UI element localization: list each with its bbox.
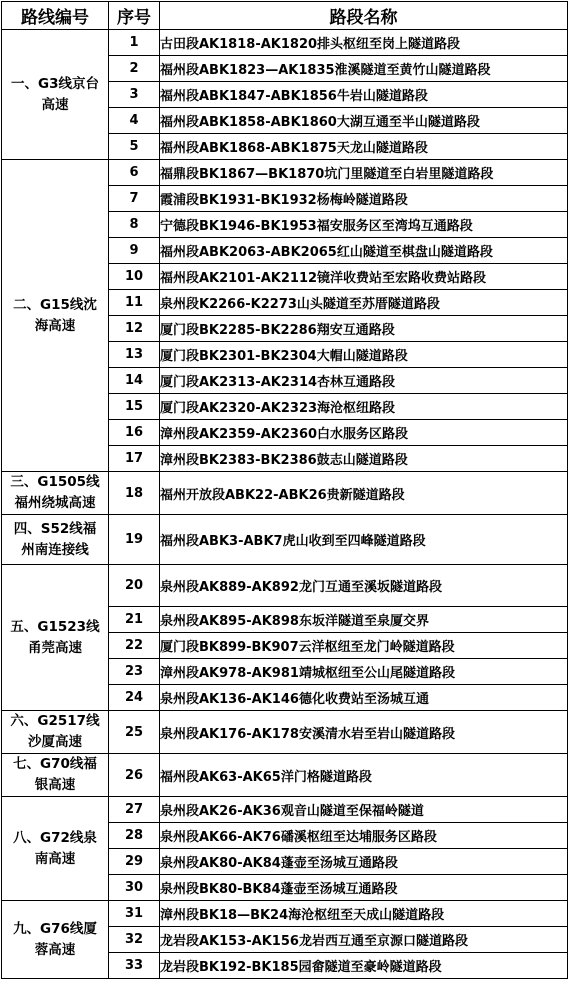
section-name-cell: 霞浦段BK1931-BK1932杨梅岭隧道路段 [160, 186, 568, 212]
route-number-line: 甬莞高速 [28, 639, 82, 656]
route-number-line: 七、G70线福 [13, 756, 97, 772]
route-number-line: 蓉高速 [34, 941, 76, 958]
sequence-cell: 25 [109, 711, 160, 754]
sequence-cell: 8 [109, 212, 160, 238]
route-number-line: 五、G1523线 [10, 618, 100, 635]
table-row [2, 754, 568, 797]
sequence-cell: 15 [109, 394, 160, 420]
section-name-cell: 漳州段BK18—BK24海沧枢纽至天成山隧道路段 [160, 901, 568, 927]
table-row [2, 160, 568, 186]
sequence-cell: 31 [109, 901, 160, 927]
section-name-cell: 福州段ABK1858-ABK1860大湖互通至半山隧道路段 [160, 108, 568, 134]
sequence-cell: 10 [109, 264, 160, 290]
sequence-cell: 1 [109, 30, 160, 56]
sequence-cell: 24 [109, 685, 160, 711]
header-row [2, 2, 568, 30]
sequence-cell: 12 [109, 316, 160, 342]
section-name-cell: 泉州段AK889-AK892龙门互通至溪坂隧道路段 [160, 565, 568, 607]
route-number-line: 四、S52线福 [13, 520, 97, 537]
route-number-cell [2, 901, 109, 979]
sequence-cell: 26 [109, 754, 160, 797]
section-name-cell: 龙岩段AK153-AK156龙岩西互通至京源口隧道路段 [160, 927, 568, 953]
route-number-line: 八、G72线泉 [13, 829, 97, 846]
section-name-cell: 泉州段AK136-AK146德化收费站至汤城互通 [160, 685, 568, 711]
sequence-cell: 3 [109, 82, 160, 108]
section-name-cell: 福州段AK63-AK65洋门格隧道路段 [160, 754, 568, 797]
section-name-cell: 泉州段AK66-AK76磻溪枢纽至达埔服务区路段 [160, 823, 568, 849]
sequence-cell: 28 [109, 823, 160, 849]
sequence-cell: 19 [109, 515, 160, 565]
route-number-cell [2, 160, 109, 472]
header-route-number: 路线编号 [2, 2, 109, 30]
route-number-cell [2, 711, 109, 754]
section-name-cell: 厦门段BK899-BK907云洋枢纽至龙门岭隧道路段 [160, 633, 568, 659]
sequence-cell: 20 [109, 565, 160, 607]
route-number-line: 二、G15线沈 [13, 296, 97, 313]
route-number-line: 海高速 [34, 317, 76, 334]
section-name-cell: 泉州段AK176-AK178安溪清水岩至岩山隧道路段 [160, 711, 568, 754]
sequence-cell: 33 [109, 953, 160, 979]
section-name-cell: 厦门段AK2320-AK2323海沧枢纽路段 [160, 394, 568, 420]
header-sequence: 序号 [109, 2, 160, 30]
table-row [2, 565, 568, 607]
section-name-cell: 厦门段BK2285-BK2286翔安互通路段 [160, 316, 568, 342]
table-row [2, 472, 568, 515]
section-name-cell: 泉州段BK80-BK84蓬壶至汤城互通路段 [160, 875, 568, 901]
table-row [2, 901, 568, 927]
sequence-cell: 13 [109, 342, 160, 368]
section-name-cell: 福鼎段BK1867—BK1870坑门里隧道至白岩里隧道路段 [160, 160, 568, 186]
sequence-cell: 9 [109, 238, 160, 264]
section-name-cell: 古田段AK1818-AK1820排头枢纽至岗上隧道路段 [160, 30, 568, 56]
sequence-cell: 32 [109, 927, 160, 953]
table-row [2, 797, 568, 823]
route-number-line: 沙厦高速 [28, 734, 82, 750]
sequence-cell: 6 [109, 160, 160, 186]
section-name-cell: 福州段ABK2063-ABK2065红山隧道至棋盘山隧道路段 [160, 238, 568, 264]
section-name-cell: 福州段AK2101-AK2112镜洋收费站至宏路收费站路段 [160, 264, 568, 290]
sequence-cell: 22 [109, 633, 160, 659]
section-name-cell: 泉州段AK26-AK36观音山隧道至保福岭隧道 [160, 797, 568, 823]
sequence-cell: 30 [109, 875, 160, 901]
sequence-cell: 7 [109, 186, 160, 212]
route-number-line: 南高速 [34, 850, 76, 867]
section-name-cell: 福州段ABK3-ABK7虎山收到至四峰隧道路段 [160, 515, 568, 565]
route-number-line: 州南连接线 [21, 541, 89, 558]
sequence-cell: 23 [109, 659, 160, 685]
route-number-line: 三、G1505线 [10, 474, 100, 490]
section-name-cell: 宁德段BK1946-BK1953福安服务区至湾坞互通路段 [160, 212, 568, 238]
route-number-line: 九、G76线厦 [13, 920, 97, 937]
route-number-line: 银高速 [34, 777, 76, 793]
section-name-cell: 漳州段AK978-AK981靖城枢纽至公山尾隧道路段 [160, 659, 568, 685]
road-section-table [1, 1, 568, 979]
sequence-cell: 4 [109, 108, 160, 134]
sequence-cell: 5 [109, 134, 160, 160]
sequence-cell: 27 [109, 797, 160, 823]
section-name-cell: 福州段ABK1868-ABK1875天龙山隧道路段 [160, 134, 568, 160]
route-number-line: 福州绕城高速 [14, 495, 96, 511]
section-name-cell: 福州段ABK1823—AK1835淮溪隧道至黄竹山隧道路段 [160, 56, 568, 82]
route-number-cell [2, 30, 109, 160]
section-name-cell: 福州段ABK1847-ABK1856牛岩山隧道路段 [160, 82, 568, 108]
sequence-cell: 17 [109, 446, 160, 472]
sequence-cell: 11 [109, 290, 160, 316]
table-row [2, 30, 568, 56]
section-name-cell: 漳州段AK2359-AK2360白水服务区路段 [160, 420, 568, 446]
route-number-line: 六、G2517线 [10, 713, 100, 729]
section-name-cell: 泉州段K2266-K2273山头隧道至苏厝隧道路段 [160, 290, 568, 316]
header-section-name: 路段名称 [160, 2, 568, 30]
sequence-cell: 14 [109, 368, 160, 394]
table-row [2, 515, 568, 565]
section-name-cell: 福州开放段ABK22-ABK26贵新隧道路段 [160, 472, 568, 515]
sequence-cell: 18 [109, 472, 160, 515]
route-number-cell [2, 565, 109, 711]
route-number-cell [2, 754, 109, 797]
table-row [2, 711, 568, 754]
route-number-cell [2, 472, 109, 515]
sequence-cell: 2 [109, 56, 160, 82]
sequence-cell: 16 [109, 420, 160, 446]
section-name-cell: 泉州段AK895-AK898东坂洋隧道至泉厦交界 [160, 607, 568, 633]
route-number-cell [2, 515, 109, 565]
section-name-cell: 龙岩段BK192-BK185园畲隧道至豪岭隧道路段 [160, 953, 568, 979]
section-name-cell: 厦门段AK2313-AK2314杏林互通路段 [160, 368, 568, 394]
sequence-cell: 21 [109, 607, 160, 633]
section-name-cell: 泉州段AK80-AK84蓬壶至汤城互通路段 [160, 849, 568, 875]
route-number-line: 一、G3线京台 [11, 75, 99, 92]
section-name-cell: 厦门段BK2301-BK2304大帽山隧道路段 [160, 342, 568, 368]
sequence-cell: 29 [109, 849, 160, 875]
route-number-line: 高速 [41, 96, 69, 113]
table-body [2, 30, 568, 979]
section-name-cell: 漳州段BK2383-BK2386鼓志山隧道路段 [160, 446, 568, 472]
route-number-cell [2, 797, 109, 901]
